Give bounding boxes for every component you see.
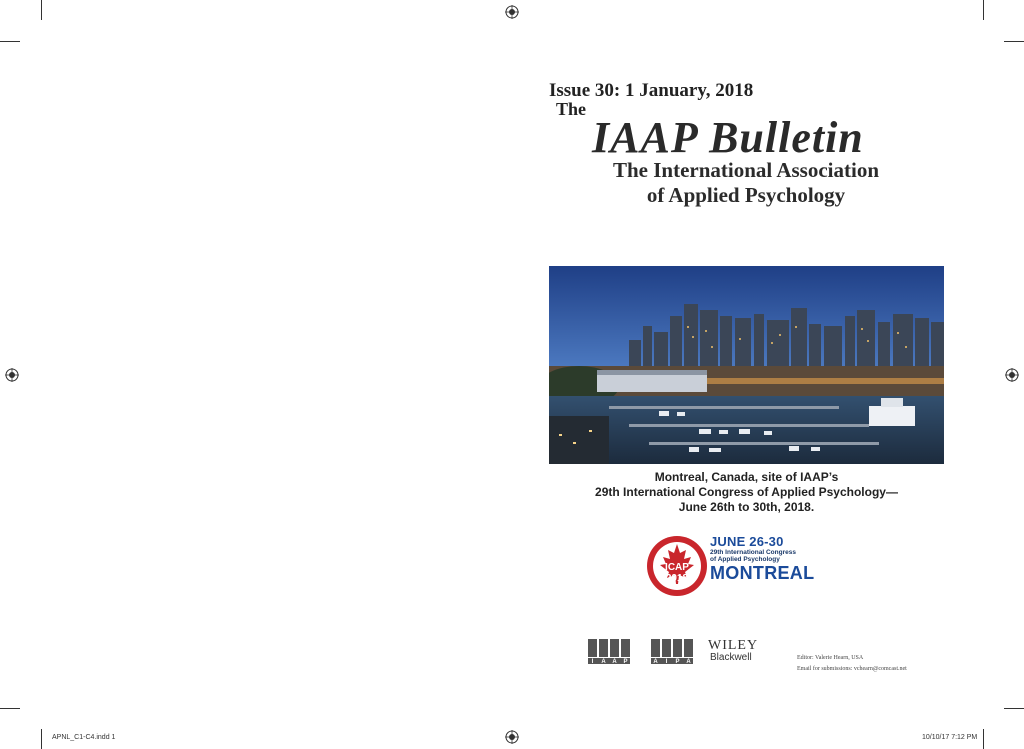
icap-2018-logo — [646, 534, 816, 598]
maple-leaf-icon — [646, 534, 708, 598]
icap-badge-line-2: 2018 — [665, 573, 689, 584]
masthead-the: The — [556, 99, 587, 119]
icap-dates: JUNE 26-30 — [710, 534, 784, 549]
trim-mark-top-right — [983, 0, 984, 20]
iaap-letter: I — [591, 659, 594, 665]
icap-logo-text — [710, 534, 814, 583]
editor-name: Editor: Valerie Hearn, USA — [797, 655, 864, 661]
aipa-letter: I — [665, 659, 668, 665]
blackwell-logo: Blackwell — [710, 652, 752, 663]
iaap-logo-icon — [588, 637, 630, 667]
aipa-logo-icon — [651, 637, 693, 667]
slug-timestamp: 10/10/17 7:12 PM — [922, 734, 978, 741]
registration-mark-icon — [505, 5, 519, 19]
issue-line: Issue 30: 1 January, 2018 — [549, 80, 754, 101]
icap-badge-line-1: ICAP — [665, 562, 689, 573]
masthead-title: IAAP Bulletin — [592, 113, 864, 162]
trim-mark-left-upper — [0, 41, 20, 42]
association-line-1: The International Association — [612, 158, 880, 182]
editor-info — [797, 653, 907, 675]
iaap-letter: A — [612, 659, 617, 665]
registration-mark-icon — [1005, 368, 1019, 382]
trim-mark-left-lower — [0, 708, 20, 709]
aipa-letter: A — [686, 659, 691, 665]
slug-filename: APNL_C1-C4.indd 1 — [52, 734, 116, 741]
photo-caption — [549, 470, 944, 515]
aipa-letter: A — [653, 659, 658, 665]
caption-line-2: 29th International Congress of Applied Psychology— — [595, 485, 898, 499]
trim-mark-right-upper — [1004, 41, 1024, 42]
trim-mark-bottom-right — [983, 729, 984, 749]
registration-mark-icon — [505, 730, 519, 744]
trim-mark-top-left — [41, 0, 42, 20]
submission-email: Email for submissions: vchearn@comcast.net — [797, 666, 907, 672]
icap-city: MONTREAL — [710, 563, 815, 583]
aipa-letter: P — [675, 659, 680, 665]
iaap-letter: P — [623, 659, 628, 665]
registration-mark-icon — [5, 368, 19, 382]
wiley-logo: WILEY — [708, 638, 759, 653]
trim-mark-bottom-left — [41, 729, 42, 749]
caption-line-1: Montreal, Canada, site of IAAP’s — [654, 470, 839, 484]
association-name — [566, 158, 926, 208]
trim-mark-right-lower — [1004, 708, 1024, 709]
iaap-letter: A — [601, 659, 606, 665]
montreal-cover-photo — [549, 266, 944, 464]
icap-congress-line-2: of Applied Psychology — [710, 556, 780, 563]
association-line-2: of Applied Psychology — [646, 183, 846, 207]
caption-line-3: June 26th to 30th, 2018. — [678, 500, 815, 514]
icap-congress-line-1: 29th International Congress — [710, 549, 796, 556]
